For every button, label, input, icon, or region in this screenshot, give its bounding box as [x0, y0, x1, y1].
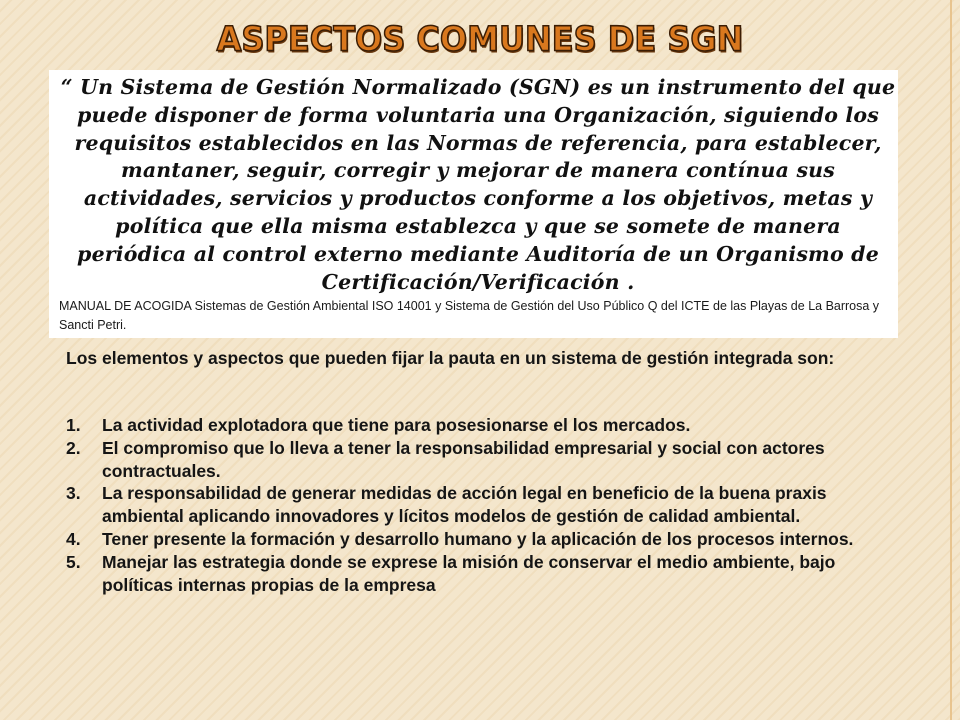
slide-title: ASPECTOS COMUNES DE SGN — [216, 19, 744, 59]
list-item-number: 2. — [66, 437, 81, 458]
quote-source: MANUAL DE ACOGIDA Sistemas de Gestión Ambiental ISO 14001 y Sistema de Gestión del Uso Público Q del ICTE de las Playas de La Barrosa y Sancti Petri. — [59, 299, 880, 332]
quote-image — [49, 70, 898, 338]
list-item-number: 4. — [66, 528, 81, 549]
list-item — [66, 414, 906, 437]
list-item — [66, 482, 906, 528]
list-item-text: Tener presente la formación y desarrollo humano y la aplicación de los procesos internos. — [102, 528, 854, 549]
sgn-definition-quote: “ Un Sistema de Gestión Normalizado (SGN) es un instrumento del que puede disponer de forma voluntaria una Organización, siguiendo los requisitos establecidos en las Normas de referencia, para establecer, mantaner, seguir, corregir y mejorar de manera contínua sus actividades, servicios y productos conforme a los objetivos, metas y política que ella misma establezca y que se somete de manera periódica al control externo mediante Auditoría de un Organismo de Certificación/Verificación . — [60, 75, 896, 294]
slide-border-line — [950, 0, 952, 720]
list-item-text: La actividad explotadora que tiene para posesionarse el los mercados. — [102, 415, 691, 435]
list-item — [66, 551, 906, 597]
list-item-number: 5. — [66, 551, 81, 572]
list-item — [66, 437, 906, 483]
list-item — [66, 528, 906, 551]
list-item-text: La responsabilidad de generar medidas de acción legal en beneficio de la buena praxis ambiental aplicando innovadores y lícitos modelos de gestión de calidad ambiental. — [102, 483, 827, 527]
list-item-number: 3. — [66, 483, 81, 504]
list-item-text: Manejar las estrategia donde se exprese la misión de conservar el medio ambiente, bajo políticas internas propias de la empresa — [102, 551, 836, 595]
list-item-text: El compromiso que lo lleva a tener la responsabilidad empresarial y social con actores contractuales. — [102, 437, 825, 481]
aspects-list — [66, 414, 906, 596]
intro-text: Los elementos y aspectos que pueden fijar la pauta en un sistema de gestión integrada son: — [66, 348, 835, 368]
list-item-number: 1. — [66, 415, 81, 435]
